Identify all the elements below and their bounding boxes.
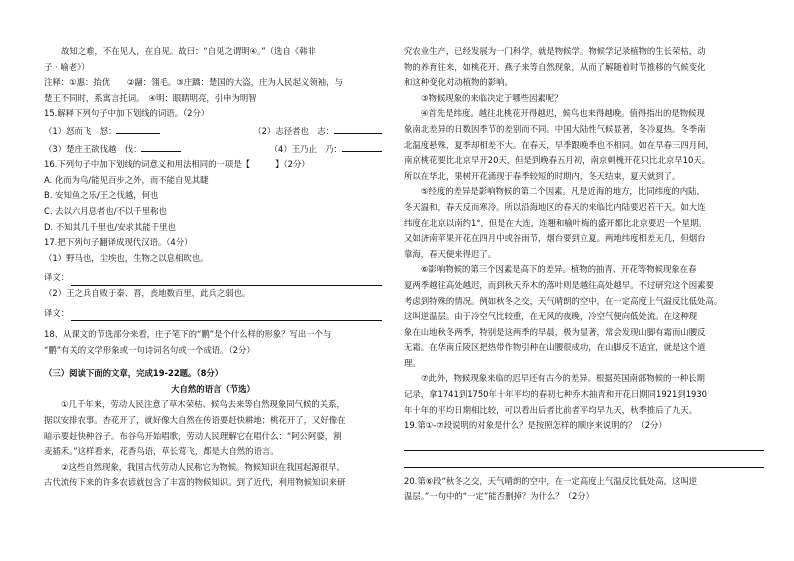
paragraph-6: 考虑到特殊的情况。例如秋冬之交，天气晴朗的空中，在一定高度上气温反比低处高。 (404, 295, 723, 306)
q16-option-a: A. 化而为鸟/能见百步之外，而不能自见其睫 (44, 174, 209, 185)
q15-item-1: （1）怒而飞 怒： (44, 122, 160, 140)
paragraph-5: 又如济南苹果开花在四月中或谷雨节，烟台要到立夏。两地纬度相差无几，但烟台 (404, 233, 706, 244)
question-19: 19.第①-⑦段说明的对象是什么？是按照怎样的顺序来说明的？（2分） (404, 420, 667, 431)
section-heading: （三）阅读下面的文章，完成19-22题。（8分） (44, 368, 224, 379)
paragraph-4: ④首先是纬度。越往北桃花开得越迟，候鸟也来得越晚。值得指出的是物候现 (421, 108, 705, 119)
paragraph-5: 纬度在北京以南约1°，但是在大连，连翘和榆叶梅的盛开都比北京要迟一个星期。 (404, 217, 707, 228)
notes-line: 注释：①惠：抬优 ②翮：翎毛。③庄蹻：楚国的大盗，庄为人民起义领袖，与 (44, 77, 343, 88)
paragraph-5: 靠海，春天便来得迟了。 (404, 248, 497, 259)
question-20-cont: 温层。”一句中的“一定”能否删掉？为什么？（2分） (404, 491, 595, 502)
q15-row-2 (44, 140, 382, 158)
article-title: 大自然的语言（节选） (171, 383, 255, 394)
q15-item-3: （3）楚庄王欲伐越 伐： (44, 140, 181, 158)
notes-line: 楚王不同时，系寓言托词。 ④明：眼睛明亮，引申为明智 (44, 92, 257, 103)
q16-option-b: B. 安知鱼之乐/王之伐越，何也 (44, 190, 159, 201)
translation-label: 译文： (44, 272, 70, 283)
q16-option-d: D. 不知其几千里也/安求其能千里也 (44, 221, 176, 232)
paragraph-6: 这叫逆温层。由于冷空气比较重，在无风的夜晚，冷空气便向低处流。在这种现 (404, 311, 698, 322)
q15-item-2: （2）志径者也 志： (253, 122, 382, 140)
paragraph-7: 记录，拿1741到1750年十年平均的春初七种乔木抽青和开花日期同1921到1930 (404, 389, 708, 400)
answer-blank[interactable] (342, 140, 382, 152)
question-15: 15.解释下列句子中加下划线的词语。（2分） (44, 108, 210, 119)
q15-row-1 (44, 122, 382, 140)
answer-blank[interactable] (141, 140, 181, 152)
q19-answer-line[interactable] (404, 453, 764, 468)
paragraph-2: 古代流传下来的许多农谚就包含了丰富的物候知识。到了近代，利用物候知识来研 (44, 477, 346, 488)
paragraph-1: 据以安排农事。杏花开了，就好像大自然在传语要赶快耕地；桃花开了，又好像在 (44, 415, 346, 426)
intro-line: 故知之难，不在见人，在自见。故曰：“自见之谓明④。”（选自《韩非 (61, 46, 316, 56)
paragraph-4: 所以在华北，果树开花涌现于春季较短的时期内，冬天结束，夏天就到了。 (404, 170, 681, 181)
question-20: 20.第⑥段“秋冬之交，天气晴朗的空中，在一定高度上气温反比低处高，这叫逆 (404, 475, 698, 486)
paragraph-4: 象南北差异的日数因季节的差别而不同。中国大陆性气候显著，冬冷夏热。冬季南 (404, 123, 706, 134)
translation-answer-field[interactable] (71, 273, 382, 286)
answer-blank[interactable] (334, 122, 382, 134)
paragraph-7: ⑦此外，物候现象来临的迟早还有古今的差异。根据英国南部物候的一种长期 (421, 373, 705, 384)
paragraph-2-cont: 究农业生产，已经发展为一门科学，就是物候学。物候学记录植物的生长荣枯，动 (404, 46, 706, 56)
left-column (44, 44, 382, 491)
q19-answer-line[interactable] (404, 436, 764, 451)
paragraph-6: ⑥影响物候的第三个因素是高下的差异。植物的抽青、开花等物候现象在春 (421, 264, 697, 275)
paragraph-1: 麦插禾。”这样看来，花香鸟语，草长莺飞，都是大自然的语言。 (44, 446, 279, 457)
translation-line-2 (44, 306, 382, 322)
paragraph-5: ⑤经度的差异是影响物候的第二个因素。凡是近海的地方，比同纬度的内陆， (421, 186, 705, 197)
paragraph-6: 理。 (404, 357, 421, 368)
paragraph-1: ①几千年来，劳动人民注意了草木荣枯、候鸟去来等自然现象同气候的关系， (61, 399, 345, 410)
question-18: 18、从课文的节选部分来看，庄子笔下的“鹏”是个什么样的形象？写出一个与 (44, 329, 332, 340)
right-column (404, 44, 764, 505)
paragraph-7: 年十年的平均日期相比较，可以看出后者比前者平均早九天，秋季推后了九天。 (404, 404, 698, 415)
answer-blank[interactable] (116, 122, 160, 134)
paragraph-1: 暗示要赶快种谷子。布谷鸟开始唱歌，劳动人民理解它在唱什么：“阿公阿婆，割 (44, 430, 342, 441)
paragraph-5: 冬天温和，春天反而寒冷。所以沿海地区的春天的来临比内陆要迟若干天。如大连 (404, 201, 706, 212)
paragraph-6: 无霜。在华南丘陵区把热带作物引种在山腰很成功，在山脚反不适宜，就是这个道 (404, 342, 706, 353)
translation-label: 译文： (44, 307, 70, 318)
q17-sentence-1: （1）野马也，尘埃也，生物之以息相吹也。 (44, 252, 209, 263)
intro-source-line: 子 · 喻老》） (44, 61, 90, 72)
q15-item-4: （4）王乃止 乃： (270, 140, 382, 158)
q16-option-c: C. 去以六月息者也/不以千里称也 (44, 205, 167, 216)
paragraph-2-cont: 和这种变化对动植物的影响。 (404, 77, 513, 88)
question-16: 16.下列句子中加下划线的词意义和用法相同的一项是【 】（2分） (44, 159, 310, 170)
translation-answer-field[interactable] (71, 308, 382, 321)
question-18-cont: “鹏”有关的文学形象或一句诗词名句或一个成语。（2分） (44, 344, 255, 355)
paragraph-4: 北温度悬殊，夏季却相差不大。在春天，早季跟晚季也不相同。如在早春三四月间， (404, 139, 714, 150)
paragraph-2: ②这些自然现象，我国古代劳动人民称它为物候。物候知识在我国起源很早。 (61, 461, 345, 472)
paragraph-3: ③物候现象的来临决定于哪些因素呢？ (421, 92, 563, 103)
question-17: 17.把下列句子翻译成现代汉语。（4分） (44, 237, 193, 248)
paragraph-6: 象在山地秋冬两季，特别是这两季的早晨，极为显著，常会发现山脚有霜而山腰反 (404, 326, 706, 337)
paragraph-4: 南京桃花要比北京早开20天，但是到晚春五月初，南京刺槐开花只比北京早10天。 (404, 155, 711, 166)
q17-sentence-2: （2）王之兵自败于秦、晋，丧地数百里，此兵之弱也。 (44, 287, 251, 298)
paragraph-2-cont: 物的养育往来，如桃花开、燕子来等自然现象，从而了解随着时节推移的气候变化 (404, 61, 706, 72)
translation-line-1 (44, 270, 382, 286)
paragraph-6: 夏两季越往高处越迟，而到秋天乔木的落叶则是越往高处越早。不过研究这个因素要 (404, 279, 714, 290)
